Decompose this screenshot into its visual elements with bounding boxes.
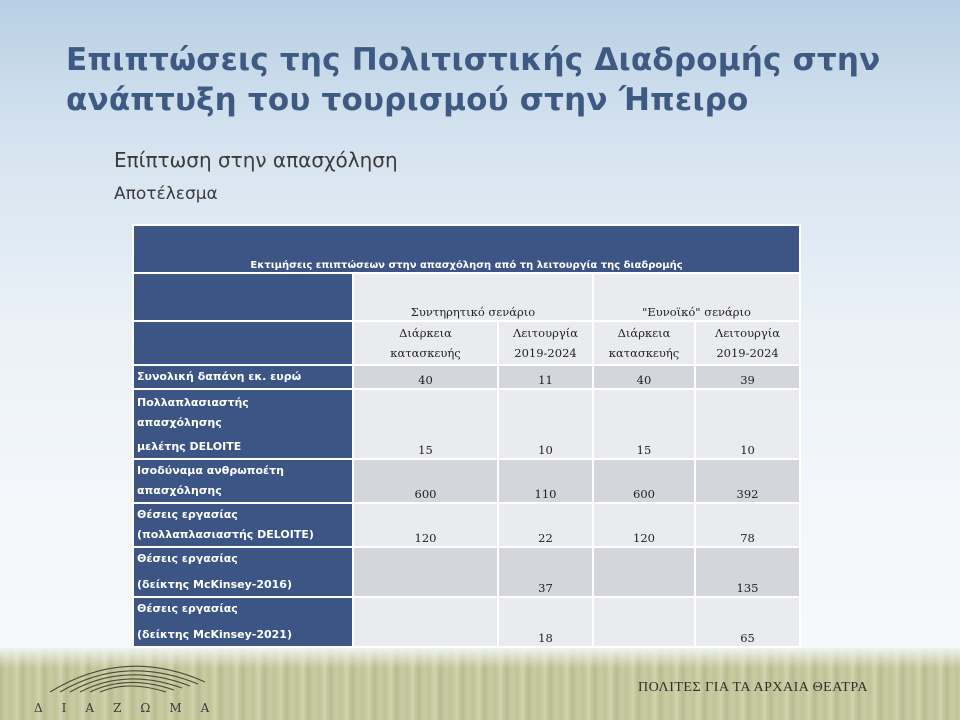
- scenario-header-favorable: "Ευνοϊκό" σενάριο: [593, 273, 800, 321]
- table-cell: [593, 547, 695, 597]
- table-cell: 10: [498, 389, 593, 459]
- table-cell: 120: [593, 503, 695, 547]
- table-cell: 15: [593, 389, 695, 459]
- row-label: Συνολική δαπάνη εκ. ευρώ: [133, 365, 353, 389]
- table-row: [133, 503, 800, 547]
- table-corner-cell: [133, 273, 353, 321]
- column-header: Λειτουργία 2019-2024: [695, 321, 800, 365]
- slide-subsubtitle: Αποτέλεσμα: [114, 184, 218, 204]
- table-row: [133, 389, 800, 459]
- table-cell: 600: [593, 459, 695, 503]
- table-cell: 18: [498, 597, 593, 647]
- table-caption: Εκτιμήσεις επιπτώσεων στην απασχόληση από τη λειτουργία της διαδρομής: [133, 225, 800, 273]
- table-cell: [353, 547, 498, 597]
- table-corner-cell-2: [133, 321, 353, 365]
- footer-organization: ΠΟΛΙΤΕΣ ΓΙΑ ΤΑ ΑΡΧΑΙΑ ΘΕΑΤΡΑ: [638, 680, 868, 695]
- table-cell: [593, 597, 695, 647]
- column-header: Διάρκεια κατασκευής: [593, 321, 695, 365]
- row-label: Πολλαπλασιαστής απασχόλησης μελέτης DELOITE: [133, 389, 353, 459]
- column-header: Λειτουργία 2019-2024: [498, 321, 593, 365]
- table-cell: 15: [353, 389, 498, 459]
- column-header: Διάρκεια κατασκευής: [353, 321, 498, 365]
- diazoma-logo-icon: [30, 652, 220, 702]
- scenario-header-conservative: Συντηρητικό σενάριο: [353, 273, 593, 321]
- row-label: Ισοδύναμα ανθρωποέτη απασχόλησης: [133, 459, 353, 503]
- table-cell: 11: [498, 365, 593, 389]
- employment-estimates-table: [132, 224, 801, 648]
- table-cell: 78: [695, 503, 800, 547]
- footer-logo-text: ΔΙΑΖΩΜΑ: [34, 701, 229, 715]
- table-cell: 39: [695, 365, 800, 389]
- table-row: [133, 365, 800, 389]
- slide-subtitle: Επίπτωση στην απασχόληση: [114, 148, 398, 172]
- table-cell: 22: [498, 503, 593, 547]
- slide-title: Επιπτώσεις της Πολιτιστικής Διαδρομής στην ανάπτυξη του τουρισμού στην Ήπειρο: [66, 42, 881, 118]
- table-cell: 135: [695, 547, 800, 597]
- row-label: Θέσεις εργασίας (δείκτης McKinsey-2016): [133, 547, 353, 597]
- table-cell: [353, 597, 498, 647]
- table-cell: 120: [353, 503, 498, 547]
- table-cell: 40: [353, 365, 498, 389]
- table-cell: 392: [695, 459, 800, 503]
- table-row: [133, 597, 800, 647]
- row-label: Θέσεις εργασίας (δείκτης McKinsey-2021): [133, 597, 353, 647]
- table-cell: 37: [498, 547, 593, 597]
- table-cell: 65: [695, 597, 800, 647]
- row-label: Θέσεις εργασίας (πολλαπλασιαστής DELOITE): [133, 503, 353, 547]
- table-cell: 110: [498, 459, 593, 503]
- table-cell: 10: [695, 389, 800, 459]
- table-cell: 600: [353, 459, 498, 503]
- table-cell: 40: [593, 365, 695, 389]
- table-row: [133, 459, 800, 503]
- table-row: [133, 547, 800, 597]
